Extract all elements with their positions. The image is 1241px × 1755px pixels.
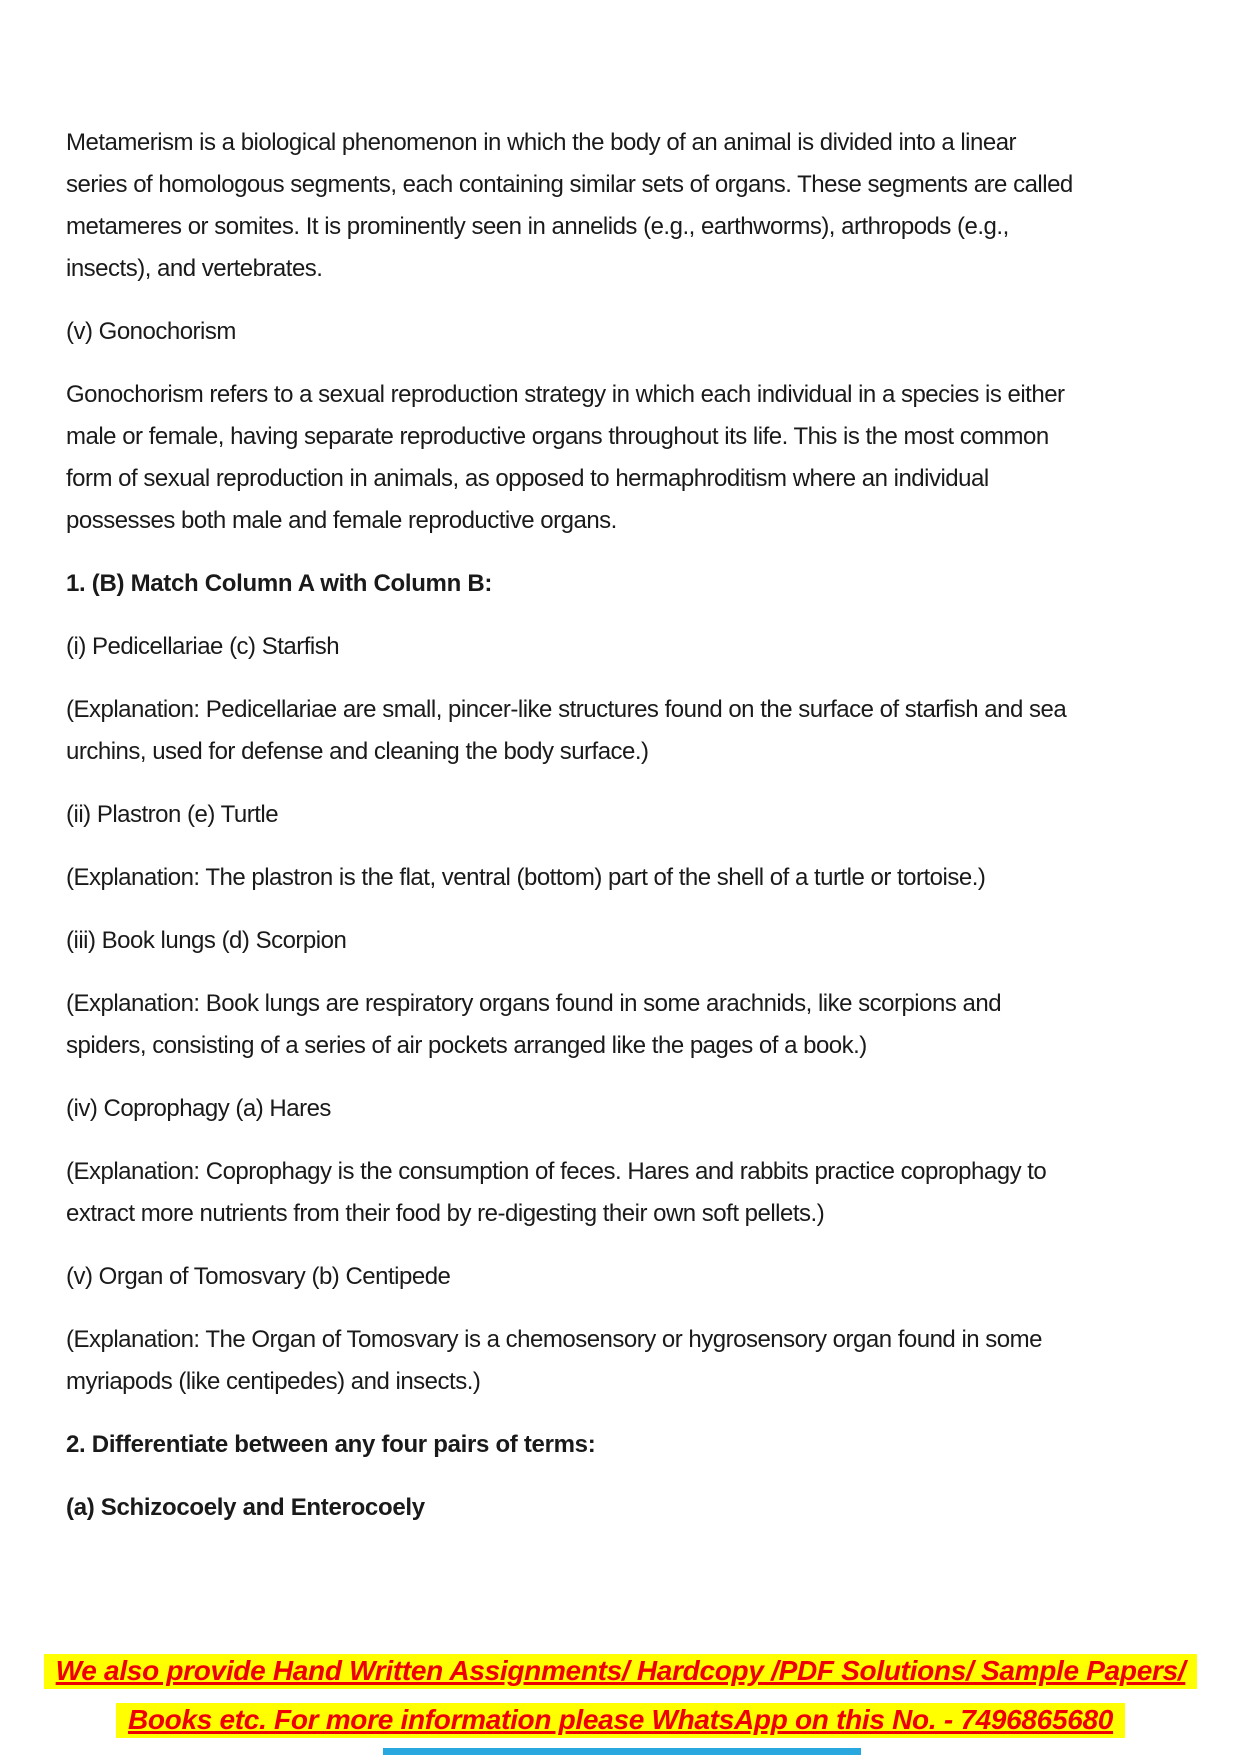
document-body — [66, 122, 1076, 1550]
explanation-book-lungs: (Explanation: Book lungs are respiratory organs found in some arachnids, like scorpions and spiders, consisting of a series of air pockets arranged like the pages of a book.) — [66, 990, 1002, 1059]
paragraph-gonochorism-definition: Gonochorism refers to a sexual reproduction strategy in which each individual in a species is either male or female, having separate reproductive organs throughout its life. This is the most common form of sexual reproduction in animals, as opposed to hermaphroditism where an individual possesses both male and female reproductive organs. — [66, 381, 1065, 534]
subheading-schizocoely-enterocoely: (a) Schizocoely and Enterocoely — [66, 1494, 425, 1521]
match-item-book-lungs: (iii) Book lungs (d) Scorpion — [66, 927, 347, 954]
explanation-coprophagy: (Explanation: Coprophagy is the consumption of feces. Hares and rabbits practice coprophagy to extract more nutrients from their food by re-digesting their own soft pellets.) — [66, 1158, 1047, 1227]
match-item-coprophagy: (iv) Coprophagy (a) Hares — [66, 1095, 331, 1122]
heading-match-columns: 1. (B) Match Column A with Column B: — [66, 570, 493, 597]
promo-banner — [0, 1649, 1241, 1747]
promo-banner-line2 — [0, 1698, 1241, 1747]
explanation-plastron: (Explanation: The plastron is the flat, ventral (bottom) part of the shell of a turtle or tortoise.) — [66, 864, 986, 891]
explanation-pedicellariae: (Explanation: Pedicellariae are small, pincer-like structures found on the surface of starfish and sea urchins, used for defense and cleaning the body surface.) — [66, 696, 1067, 765]
promo-banner-line1 — [0, 1649, 1241, 1698]
match-item-organ-of-tomosvary: (v) Organ of Tomosvary (b) Centipede — [66, 1263, 451, 1290]
match-item-plastron: (ii) Plastron (e) Turtle — [66, 801, 279, 828]
heading-differentiate-terms: 2. Differentiate between any four pairs of terms: — [66, 1431, 596, 1458]
promo-banner-line2-text: Books etc. For more information please WhatsApp on this No. - 7496865680 — [116, 1703, 1125, 1738]
explanation-organ-of-tomosvary: (Explanation: The Organ of Tomosvary is a chemosensory or hygrosensory organ found in some myriapods (like centipedes) and insects.) — [66, 1326, 1042, 1395]
bottom-blue-bar — [383, 1748, 861, 1755]
promo-banner-line1-text: We also provide Hand Written Assignments/ Hardcopy /PDF Solutions/ Sample Papers/ — [44, 1654, 1198, 1689]
item-label-gonochorism: (v) Gonochorism — [66, 318, 236, 345]
paragraph-metamerism-definition: Metamerism is a biological phenomenon in which the body of an animal is divided into a linear series of homologous segments, each containing similar sets of organs. These segments are called metameres or somites. It is prominently seen in annelids (e.g., earthworms), arthropods (e.g., insects), and vertebrates. — [66, 129, 1073, 282]
match-item-pedicellariae: (i) Pedicellariae (c) Starfish — [66, 633, 340, 660]
